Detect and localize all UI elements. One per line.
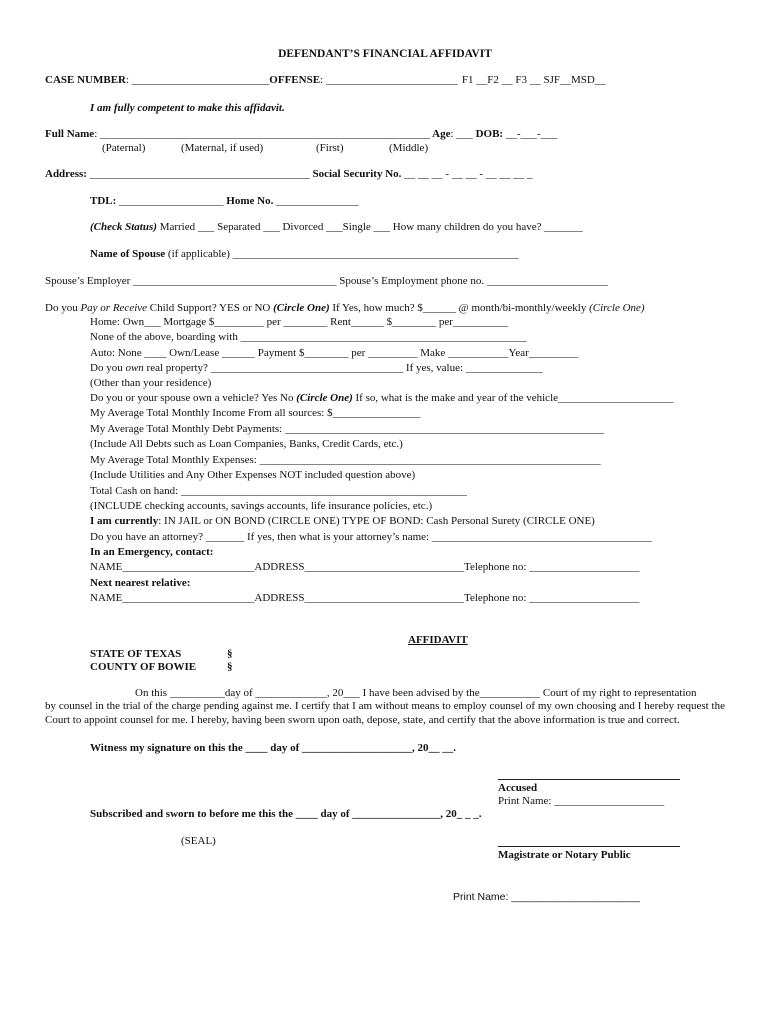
debt-note: (Include All Debts such as Loan Companies, Banks, Credit Cards, etc.) <box>90 438 403 450</box>
monthly-income-line[interactable]: My Average Total Monthly Income From all sources: $________________ <box>90 407 421 419</box>
expenses-note: (Include Utilities and Any Other Expenses NOT included question above) <box>90 469 416 481</box>
oath-paragraph: by counsel in the trial of the charge pending against me. I certify that I am without means to employ counsel of my own choosing and I hereby request the Court to appoint counsel for me. I hereby, having been sworn upon oath, depose, state, and certify that the above information is true and correct. <box>45 700 725 726</box>
address-field[interactable]: ________________________________________ <box>89 168 310 180</box>
footer-print-name[interactable]: Print Name: ______________________ <box>453 891 640 903</box>
spouse-name-line <box>90 248 519 261</box>
tdl-label: TDL: <box>90 195 117 207</box>
name-part-first: (First) <box>316 142 344 154</box>
housing-line[interactable]: Home: Own___ Mortgage $_________ per ________ Rent______ $________ per__________ <box>90 316 508 328</box>
emergency-contact-heading: In an Emergency, contact: <box>90 546 214 558</box>
case-number-label: CASE NUMBER <box>45 74 126 86</box>
state-label: STATE OF TEXAS <box>90 648 182 660</box>
marital-status-line <box>90 221 583 234</box>
residence-note: (Other than your residence) <box>90 377 212 389</box>
oath-first-line[interactable]: On this __________day of _____________, 20___ I have been advised by the___________ Court of my right to representation <box>135 687 697 699</box>
ssn-label: Social Security No. <box>312 168 402 180</box>
boarding-line[interactable]: None of the above, boarding with ____________________________________________________ <box>90 331 527 343</box>
full-name-label: Full Name <box>45 128 95 140</box>
child-support-line[interactable]: Do you Pay or Receive Child Support? YES or NO (Circle One) If Yes, how much? $______ @ month/bi-monthly/weekly (Circle One) <box>45 302 645 314</box>
auto-line[interactable]: Auto: None ____ Own/Lease ______ Payment $________ per _________ Make ___________Year_________ <box>90 347 579 359</box>
dob-field[interactable]: __-___-___ <box>505 128 558 140</box>
marital-status-options[interactable]: Married ___ Separated ___ Divorced ___Single ___ How many children do you have? _______ <box>159 221 583 233</box>
magistrate-signature-rule[interactable] <box>498 846 680 847</box>
spouse-name-field[interactable]: (if applicable) ____________________________________________________ <box>167 248 519 260</box>
tdl-line <box>90 195 359 208</box>
monthly-debt-line[interactable]: My Average Total Monthly Debt Payments: __________________________________________________________ <box>90 423 604 435</box>
case-number-line <box>45 74 606 87</box>
accused-label: Accused <box>498 782 538 794</box>
section-symbol-state: § <box>227 648 233 660</box>
full-name-field[interactable]: : ____________________________________________________________ <box>94 128 431 140</box>
witness-signature-line[interactable]: Witness my signature on this the ____ day of ____________________, 20__ __. <box>90 742 456 754</box>
county-label: COUNTY OF BOWIE <box>90 661 197 673</box>
magistrate-label: Magistrate or Notary Public <box>498 849 631 861</box>
ssn-field[interactable]: __ __ __ - __ __ - __ __ __ _ <box>404 168 533 180</box>
cash-on-hand-line[interactable]: Total Cash on hand: ____________________________________________________ <box>90 485 467 497</box>
age-label: Age <box>432 128 451 140</box>
emergency-contact-line[interactable]: NAME________________________ADDRESS_____________________________Telephone no: ____________________ <box>90 561 640 573</box>
attorney-line[interactable]: Do you have an attorney? _______ If yes, then what is your attorney’s name: ________________________________________ <box>90 531 652 543</box>
offense-class-options[interactable]: F1 __F2 __ F3 __ SJF__MSD__ <box>461 74 606 86</box>
tdl-field[interactable]: ___________________ <box>119 195 224 207</box>
case-number-field[interactable]: : _________________________ <box>125 74 270 86</box>
accused-signature-rule[interactable] <box>498 779 680 780</box>
affidavit-heading: AFFIDAVIT <box>408 634 468 646</box>
offense-label: OFFENSE <box>269 74 321 86</box>
spouse-name-label: Name of Spouse <box>90 248 166 260</box>
address-label: Address: <box>45 168 87 180</box>
document-title: DEFENDANT’S FINANCIAL AFFIDAVIT <box>278 48 492 60</box>
check-status-label: (Check Status) <box>90 221 157 233</box>
seal-label: (SEAL) <box>181 835 216 847</box>
name-part-maternal: (Maternal, if used) <box>181 142 264 154</box>
name-part-middle: (Middle) <box>389 142 429 154</box>
monthly-expenses-line[interactable]: My Average Total Monthly Expenses: ______________________________________________________________ <box>90 454 601 466</box>
name-part-paternal: (Paternal) <box>102 142 146 154</box>
spouse-employer-line[interactable]: Spouse’s Employer _____________________________________ Spouse’s Employment phone no. ______________________ <box>45 275 608 287</box>
offense-field[interactable]: : ________________________ <box>320 74 458 86</box>
relative-heading: Next nearest relative: <box>90 577 191 589</box>
dob-label: DOB: <box>475 128 504 140</box>
section-symbol-county: § <box>227 661 233 673</box>
home-number-label: Home No. <box>226 195 274 207</box>
home-number-field[interactable]: _______________ <box>276 195 359 207</box>
full-name-line <box>45 128 557 141</box>
relative-contact-line[interactable]: NAME________________________ADDRESS_____________________________Telephone no: ____________________ <box>90 592 640 604</box>
cash-note: (INCLUDE checking accounts, savings accounts, life insurance policies, etc.) <box>90 500 433 512</box>
competent-statement: I am fully competent to make this affidavit. <box>90 102 285 114</box>
address-line <box>45 168 532 181</box>
age-field[interactable]: : ___ <box>450 128 473 140</box>
real-property-line[interactable]: Do you own real property? ___________________________________ If yes, value: ______________ <box>90 362 543 374</box>
accused-print-name[interactable]: Print Name: ____________________ <box>498 795 665 807</box>
currently-line[interactable]: I am currently: IN JAIL or ON BOND (CIRCLE ONE) TYPE OF BOND: Cash Personal Surety (CIRCLE ONE) <box>90 515 595 527</box>
vehicle-line[interactable]: Do you or your spouse own a vehicle? Yes No (Circle One) If so, what is the make and year of the vehicle_____________________ <box>90 392 674 404</box>
subscribed-line[interactable]: Subscribed and sworn to before me this the ____ day of ________________, 20_ _ _. <box>90 808 482 820</box>
